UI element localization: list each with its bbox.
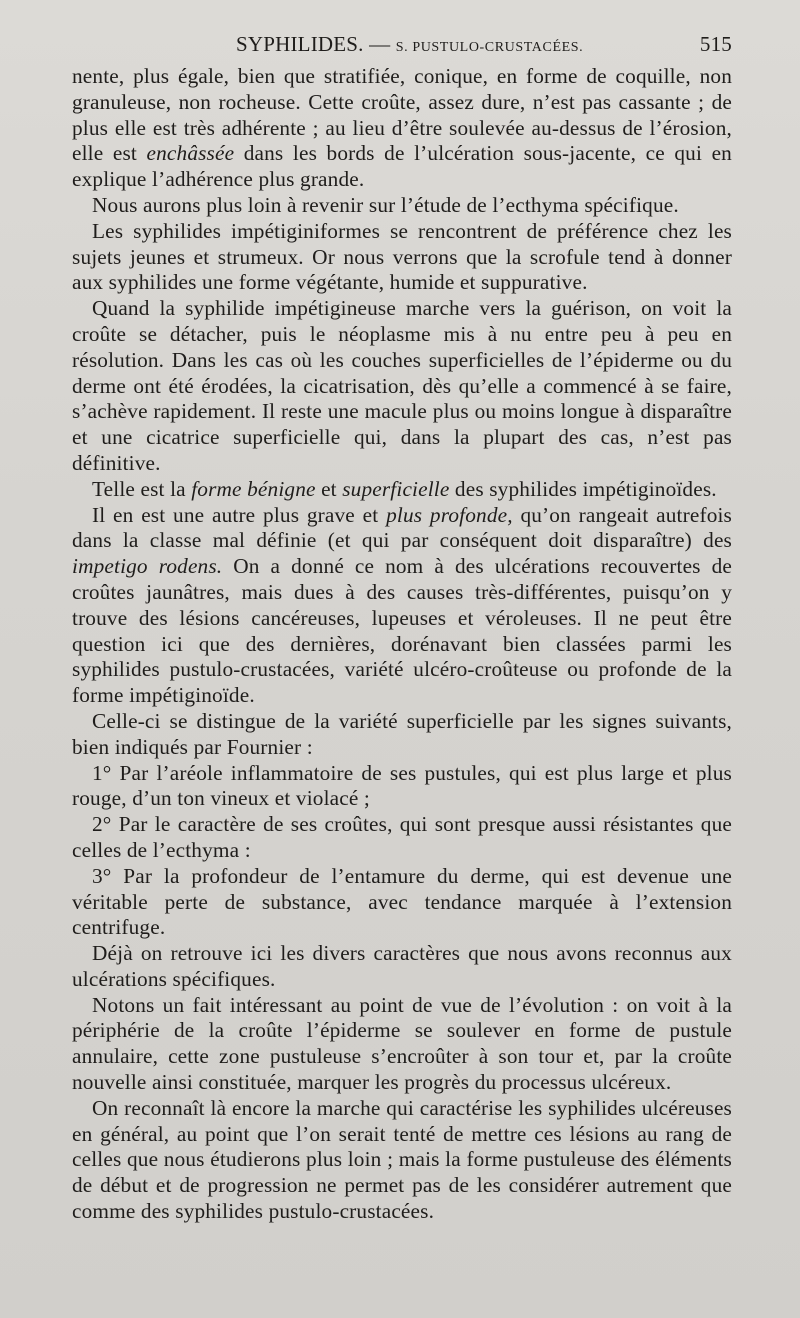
italic-term: impetigo rodens. bbox=[72, 554, 223, 579]
list-item bbox=[72, 761, 732, 813]
paragraph bbox=[72, 296, 732, 477]
text-run: On reconnaît là encore la marche qui caractérise les syphilides ulcéreuses en général, au point que l’on serait tenté de mettre ces lésions au rang de celles que nous étudierons plus loin ; mais la forme pustuleuse des éléments de début et de progression ne permet pas de les considérer autrement que comme des syphilides pustulo-crustacées. bbox=[72, 1095, 732, 1224]
page-number: 515 bbox=[699, 32, 732, 56]
text-run: 1° Par l’aréole inflammatoire de ses pustules, qui est plus large et plus rouge, d’un ton vineux et violacé ; bbox=[72, 760, 732, 811]
text-run: 2° Par le caractère de ses croûtes, qui sont presque aussi résistantes que celles de l’ecthyma : bbox=[72, 812, 732, 862]
italic-term: superficielle bbox=[342, 476, 450, 501]
paragraph bbox=[72, 709, 732, 761]
list-item bbox=[72, 812, 732, 864]
text-run: des syphilides impétiginoïdes. bbox=[449, 476, 717, 501]
text-run: nente, plus égale, bien que stratifiée, conique, en forme de coquille, non granuleuse, non rocheuse. Cette croûte, assez dure, n’est pas cassante ; de plus elle est très adhérente ; au lieu d’être soulevée au-dessus de l’érosion, elle est bbox=[72, 64, 732, 166]
paragraph bbox=[72, 219, 732, 296]
paragraph bbox=[72, 503, 732, 709]
text-run: Notons un fait intéressant au point de vue de l’évolution : on voit à la périphérie de la croûte l’épiderme se soulever en forme de pustule annulaire, cette zone pustuleuse s’encroûter à son tour et, par la croûte nouvelle ainsi constituée, marquer les progrès du processus ulcéreux. bbox=[72, 992, 732, 1095]
text-run: Telle est la bbox=[92, 476, 192, 501]
italic-term: enchâssée bbox=[146, 141, 235, 166]
text-run: Celle-ci se distingue de la variété superficielle par les signes suivants, bien indiqués par Fournier : bbox=[72, 708, 732, 759]
text-run: et bbox=[315, 476, 343, 501]
paragraph bbox=[72, 993, 732, 1096]
paragraph bbox=[72, 477, 732, 503]
italic-term: forme bénigne bbox=[191, 476, 316, 501]
text-run: Nous aurons plus loin à revenir sur l’étude de l’ecthyma spécifique. bbox=[92, 192, 679, 217]
paragraph bbox=[72, 64, 732, 193]
italic-term: plus profonde, bbox=[386, 502, 513, 527]
paragraph bbox=[72, 193, 732, 219]
running-title bbox=[236, 32, 583, 57]
text-run: Les syphilides impétiginiformes se rencontrent de préférence chez les sujets jeunes et strumeux. Or nous verrons que la scrofule tend à donner aux syphilides une forme végétante, humide et suppurative. bbox=[72, 218, 732, 295]
section-title: S. PUSTULO-CRUSTACÉES. bbox=[395, 40, 584, 55]
text-run: Quand la syphilide impétigineuse marche vers la guérison, on voit la croûte se détacher, puis le néoplasme mis à nu entre peu à peu en résolution. Dans les cas où les couches superficielles de l’épiderme ou du derme ont été érodées, la cicatrisation, dès qu’elle a commencé à se faire, s’achève rapidement. Il reste une macule plus ou moins longue à disparaître et une cicatrice superficielle qui, dans la plupart des cas, n’est pas définitive. bbox=[72, 296, 732, 475]
text-run: Déjà on retrouve ici les divers caractères que nous avons reconnus aux ulcérations spécifiques. bbox=[72, 941, 732, 991]
text-run: On a donné ce nom à des ulcérations recouvertes de croûtes jaunâtres, mais dues à des causes très-différentes, puisqu’on y trouve des lésions cancéreuses, lupeuses et véroleuses. Il ne peut être question ici que des dernières, dorénavant bien classées parmi les syphilides pustulo-crustacées, variété ulcéro-croûteuse ou profonde de la forme impétiginoïde. bbox=[72, 554, 732, 708]
list-item bbox=[72, 864, 732, 941]
text-run: Il en est une autre plus grave et bbox=[92, 502, 387, 527]
paragraph bbox=[72, 941, 732, 993]
paragraph bbox=[72, 1096, 732, 1225]
running-header bbox=[72, 30, 732, 60]
text-run: 3° Par la profondeur de l’entamure du derme, qui est devenue une véritable perte de substance, avec tendance marquée à l’extension centrifuge. bbox=[72, 863, 732, 940]
text-run: dans les bords de l’ulcération sous-jacente, ce qui en explique l’adhérence plus grande. bbox=[72, 141, 732, 192]
body-text bbox=[72, 64, 732, 1225]
chapter-title: SYPHILIDES. — bbox=[236, 32, 396, 56]
text-run: qu’on rangeait autrefois dans la classe mal définie (et qui par conséquent doit disparaître) des bbox=[72, 502, 732, 553]
